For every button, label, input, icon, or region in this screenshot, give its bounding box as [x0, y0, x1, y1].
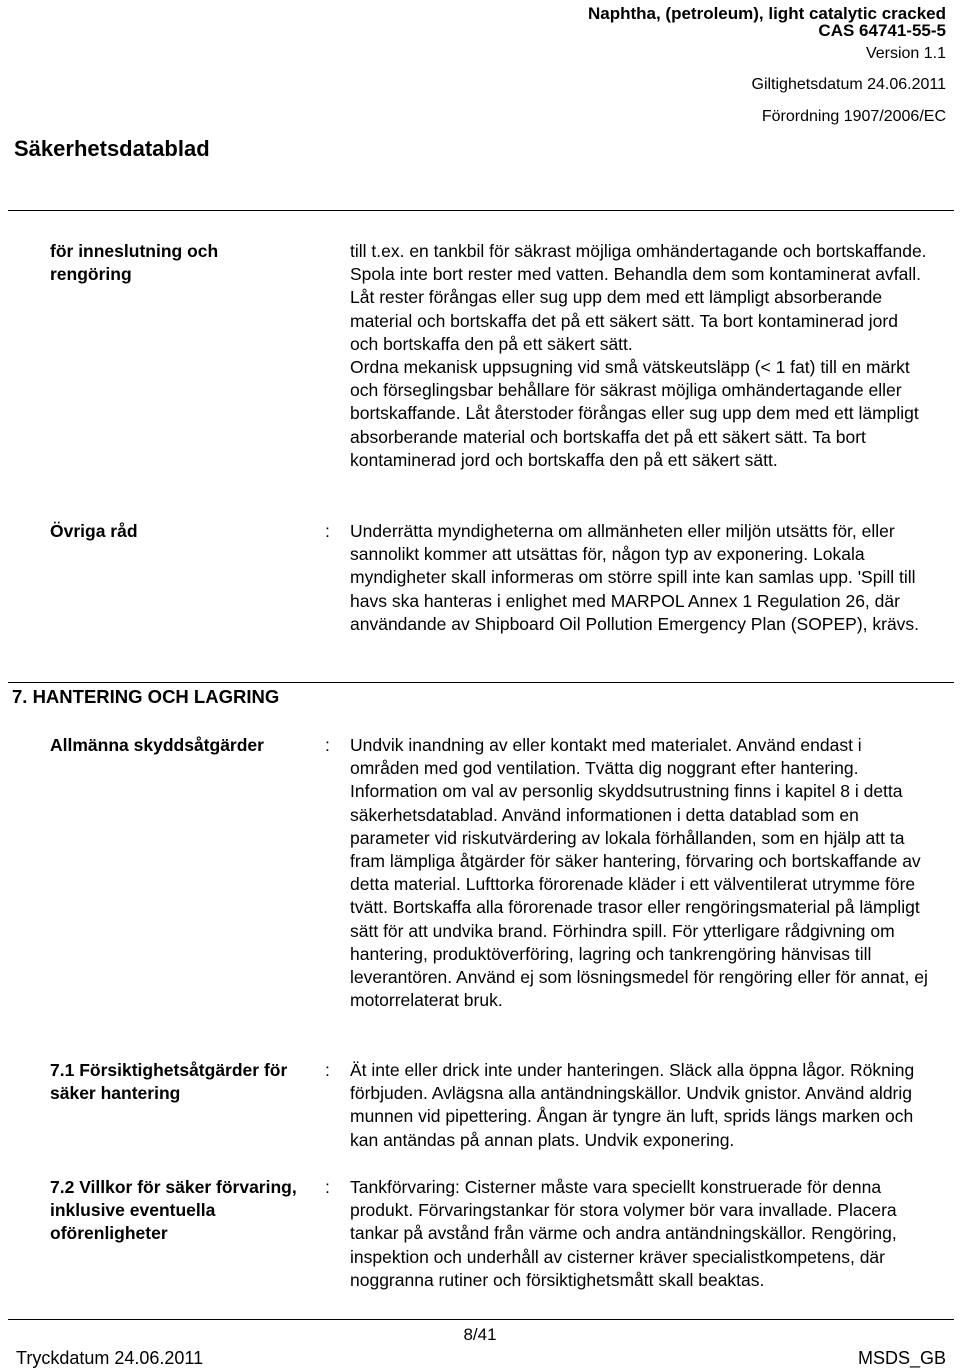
row-label: Övriga råd — [50, 521, 138, 541]
row-text-part1: till t.ex. en tankbil för säkrast möjliga omhändertagande och bortskaffande. Spola inte bort rester med vatten. Behandla dem som kontaminerat avfall. Låt rester förångas eller sug upp dem med ett lämpligt absorberande material och bortskaffa det på ett säkert sätt. Ta bort kontaminerad jord och bortskaffa den på ett säkert sätt. — [350, 241, 927, 354]
row-label: Allmänna skyddsåtgärder — [50, 735, 264, 755]
row-general-protection — [50, 734, 940, 1059]
document-title: Säkerhetsdatablad — [14, 136, 210, 161]
product-name: Naphtha, (petroleum), light catalytic cracked — [587, 4, 946, 23]
cas-number: CAS 64741-55-5 — [818, 21, 946, 40]
row-label: för inneslutning och rengöring — [50, 241, 219, 285]
row-text: Undvik inandning av eller kontakt med materialet. Använd endast i områden med god ventilation. Tvätta dig noggrant efter hantering. Information om val av personlig skyddsutrustning finns i kapitel 8 i detta säkerhetsdatablad. Använd informationen i detta datablad som en parameter vid riskutvärdering av lokala förhållanden, som en hjälp att ta fram lämpliga åtgärder för säker hantering, förvaring och bortskaffande av detta material. Lufttorka förorenade kläder i ett välventilerat utrymme före tvätt. Bortskaffa alla förorenade trasor eller rengöringsmaterial på lämpligt sätt för att undvika brand. Förhindra spill. För ytterligare rådgivning om hantering, produktöverföring, lagring och tankrengöring hänvisas till leverantören. Använd ej som lösningsmedel för rengöring eller för annat, ej motorrelaterat bruk. — [350, 735, 928, 1011]
print-date: Tryckdatum 24.06.2011 — [16, 1348, 204, 1368]
row-safe-handling — [50, 1059, 940, 1177]
section-title: 7. HANTERING OCH LAGRING — [12, 686, 280, 707]
row-text — [350, 240, 930, 472]
row-label: 7.1 Försiktighetsåtgärder för säker hantering — [50, 1060, 288, 1104]
row-colon: : — [325, 1177, 330, 1197]
footer-divider — [8, 1319, 954, 1320]
regulation: Förordning 1907/2006/EC — [761, 108, 946, 125]
row-safe-storage — [50, 1176, 940, 1316]
row-text: Ät inte eller drick inte under hanteringen. Släck alla öppna lågor. Rökning förbjuden. Avlägsna alla antändningskällor. Undvik gnistor. Använd aldrig munnen vid pipettering. Ångan är tyngre än luft, sprids längs marken och kan antändas på annan plats. Undvik exponering. — [350, 1060, 915, 1150]
row-other-advice — [50, 520, 940, 660]
row-label: 7.2 Villkor för säker förvaring, inklusive eventuella oförenligheter — [50, 1177, 297, 1244]
document-code: MSDS_GB — [857, 1348, 946, 1368]
validity-date: Giltighetsdatum 24.06.2011 — [751, 76, 946, 93]
header-divider — [8, 210, 954, 211]
page-number: 8/41 — [463, 1325, 497, 1344]
row-text: Underrätta myndigheterna om allmänheten eller miljön utsätts för, eller sannolikt kommer att utsättas för, någon typ av exponering. Lokala myndigheter skall informeras om större spill inte kan samlas upp. 'Spill till havs ska hanteras i enlighet med MARPOL Annex 1 Regulation 26, där användande av Shipboard Oil Pollution Emergency Plan (SOPEP), krävs. — [350, 521, 920, 634]
row-text-part2: Ordna mekanisk uppsugning vid små vätskeutsläpp (< 1 fat) till en märkt och förseglingsbar behållare för säkrast möjliga omhändertagande eller bortskaffande. Låt återstoder förångas eller sug upp dem med ett lämpligt absorberande material och bortskaffa det på ett säkert sätt. Ta bort kontaminerad jord och bortskaffa den på ett säkert sätt. — [350, 357, 919, 470]
row-containment-cleanup — [50, 240, 940, 515]
row-colon: : — [325, 735, 330, 755]
row-colon: : — [325, 1060, 330, 1080]
version: Version 1.1 — [865, 45, 946, 62]
row-text: Tankförvaring: Cisterner måste vara speciellt konstruerade för denna produkt. Förvaringstankar för stora volymer bör vara invallade. Placera tankar på avstånd från värme och andra antändningskällor. Rengöring, inspektion och underhåll av cisterner kräver specialistkompetens, där noggranna rutiner och försiktighetsmått skall beaktas. — [350, 1177, 897, 1290]
row-colon: : — [325, 521, 330, 541]
section-divider — [8, 682, 954, 683]
